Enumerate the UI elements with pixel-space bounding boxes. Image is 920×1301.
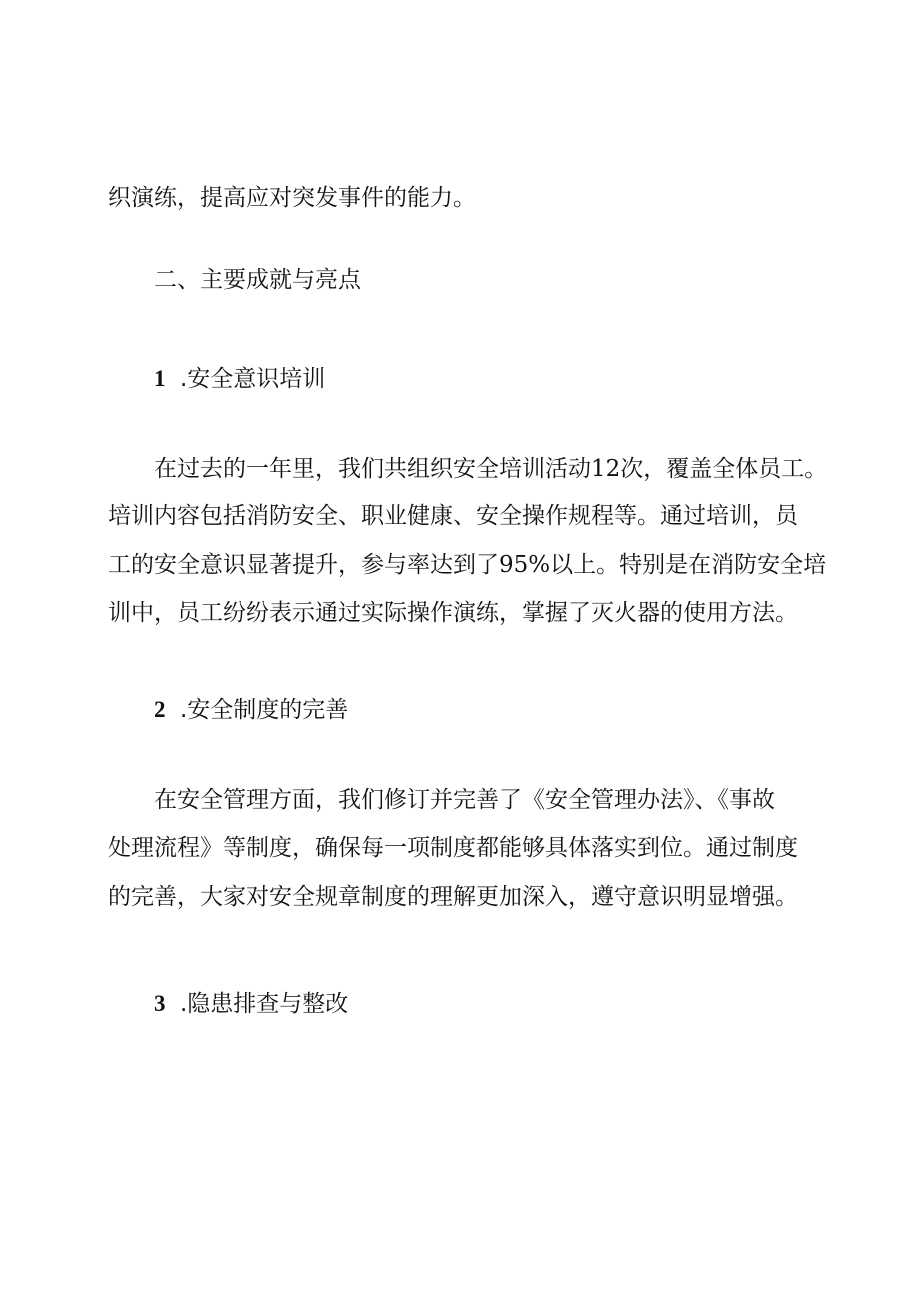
subsection-number: 1 xyxy=(154,366,166,391)
section-heading: 二、主要成就与亮点 xyxy=(154,267,361,293)
subsection-number: 3 xyxy=(154,991,166,1016)
subsection-heading-1 xyxy=(154,363,325,395)
subsection-title: .安全制度的完善 xyxy=(180,697,349,723)
paragraph-line: 在安全管理方面，我们修订并完善了《安全管理办法》、《事故 xyxy=(154,787,775,813)
paragraph-line: 训中，员工纷纷表示通过实际操作演练，掌握了灭火器的使用方法。 xyxy=(108,600,798,626)
paragraph-line: 的完善，大家对安全规章制度的理解更加深入，遵守意识明显增强。 xyxy=(108,884,798,910)
subsection-heading-3 xyxy=(154,988,348,1020)
paragraph-line: 织演练，提高应对突发事件的能力。 xyxy=(108,185,476,211)
paragraph-line: 工的安全意识显著提升，参与率达到了95%以上。特别是在消防安全培 xyxy=(108,552,827,578)
subsection-title: .隐患排查与整改 xyxy=(180,991,349,1017)
paragraph-line: 处理流程》等制度，确保每一项制度都能够具体落实到位。通过制度 xyxy=(108,835,798,861)
paragraph-line: 培训内容包括消防安全、职业健康、安全操作规程等。通过培训，员 xyxy=(108,503,798,529)
subsection-number: 2 xyxy=(154,697,166,722)
subsection-heading-2 xyxy=(154,694,348,726)
subsection-title: .安全意识培训 xyxy=(180,366,326,392)
paragraph-line: 在过去的一年里，我们共组织安全培训活动12次，覆盖全体员工。 xyxy=(154,456,828,482)
